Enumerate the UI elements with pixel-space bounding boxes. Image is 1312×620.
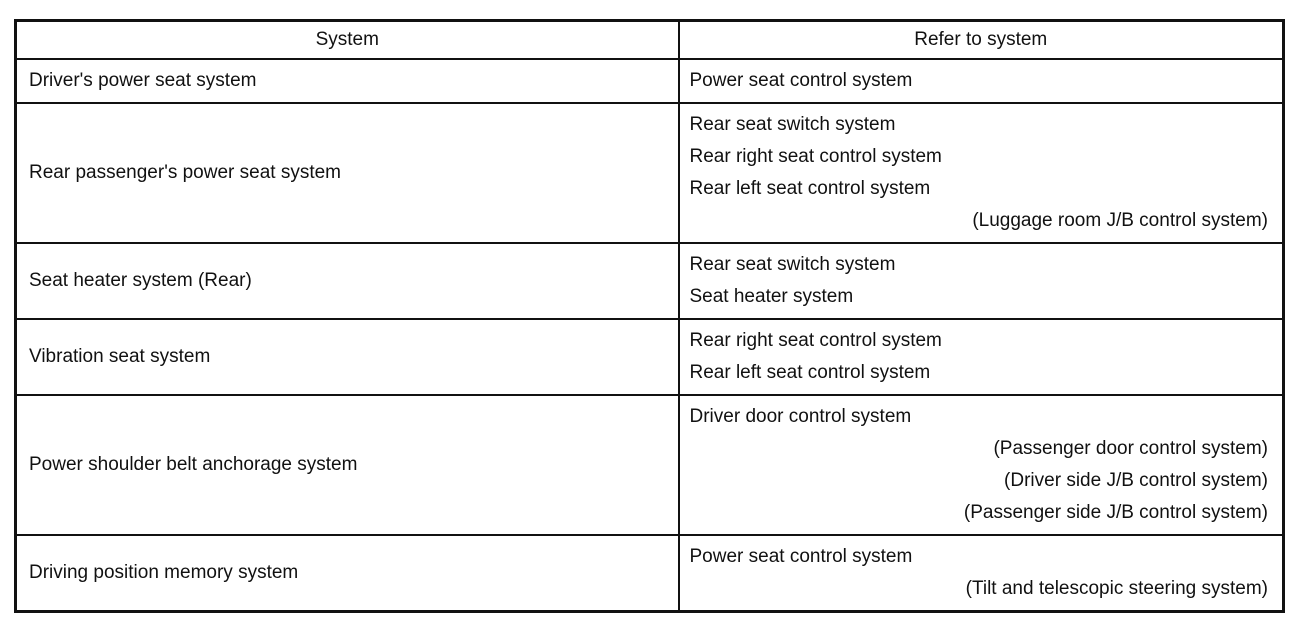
refer-system-entry: Power seat control system [689,70,913,91]
refer-system-entry: Rear left seat control system [689,362,931,383]
refer-to-system-cell [679,243,1284,319]
table-row [16,319,1284,395]
refer-system-entry: (Passenger door control system) [993,438,1268,459]
refer-to-system-cell [679,103,1284,243]
system-cell: Vibration seat system [16,319,679,395]
refer-system-entry: (Luggage room J/B control system) [972,210,1268,231]
system-cell: Driving position memory system [16,535,679,612]
refer-to-system-cell [679,395,1284,535]
refer-to-system-cell [679,319,1284,395]
system-cell: Power shoulder belt anchorage system [16,395,679,535]
refer-to-system-cell [679,535,1284,612]
system-reference-table [14,19,1285,613]
refer-system-entry: (Passenger side J/B control system) [963,502,1268,523]
refer-system-entry: Rear seat switch system [689,254,896,275]
refer-to-system-cell [679,59,1284,103]
table-body [16,59,1284,612]
table-row [16,395,1284,535]
table-row [16,103,1284,243]
header-refer-to-system: Refer to system [679,21,1284,60]
system-cell: Rear passenger's power seat system [16,103,679,243]
refer-system-entry: Power seat control system [689,546,913,567]
refer-system-entry: Seat heater system [689,286,854,307]
refer-system-entry: (Tilt and telescopic steering system) [965,578,1268,599]
refer-system-entry: Driver door control system [689,406,912,427]
table-header-row [16,21,1284,60]
refer-system-entry: Rear right seat control system [689,146,942,167]
table-row [16,59,1284,103]
system-cell: Driver's power seat system [16,59,679,103]
refer-system-entry: Rear right seat control system [689,330,942,351]
table-row [16,535,1284,612]
system-cell: Seat heater system (Rear) [16,243,679,319]
refer-system-entry: Rear left seat control system [689,178,931,199]
refer-system-entry: Rear seat switch system [689,114,896,135]
header-system: System [16,21,679,60]
refer-system-entry: (Driver side J/B control system) [1004,470,1268,491]
table-row [16,243,1284,319]
